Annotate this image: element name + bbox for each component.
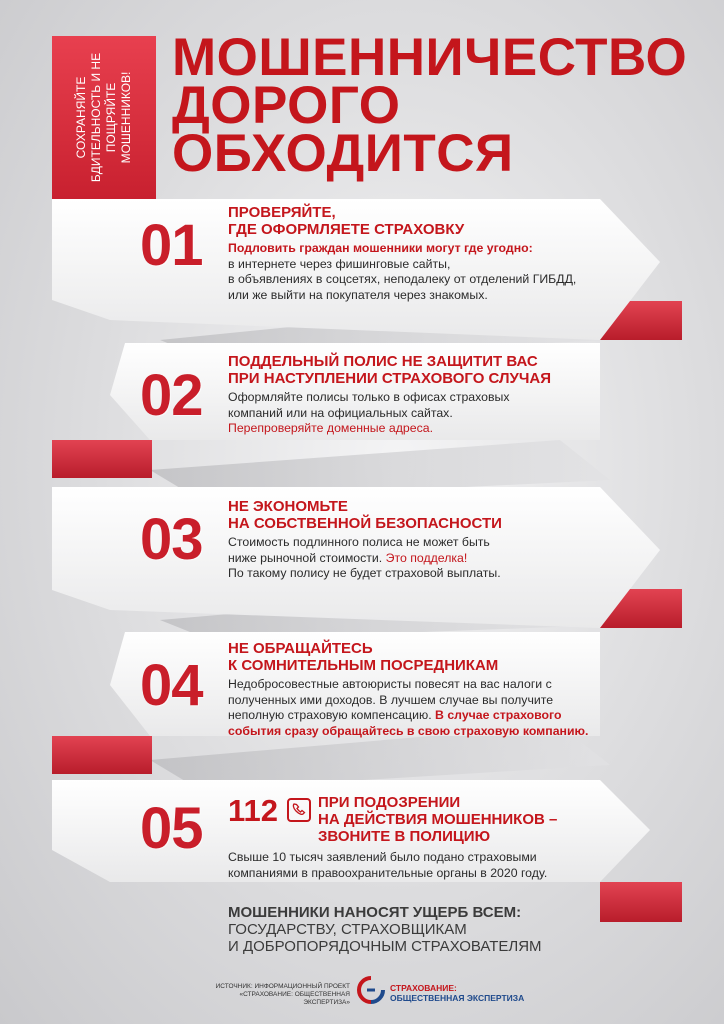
item-2 xyxy=(228,353,608,437)
closing-message: МОШЕННИКИ НАНОСЯТ УЩЕРБ ВСЕМ: ГОСУДАРСТВУ, СТРАХОВЩИКАМ И ДОБРОПОРЯДОЧНЫМ СТРАХОВАТЕЛЯМ xyxy=(228,904,542,955)
item-heading: ПРОВЕРЯЙТЕ, ГДЕ ОФОРМЛЯЕТЕ СТРАХОВКУ xyxy=(228,204,465,238)
item-heading: ПРИ ПОДОЗРЕНИИ НА ДЕЙСТВИЯ МОШЕННИКОВ – ЗВОНИТЕ В ПОЛИЦИЮ xyxy=(318,794,558,845)
ribbon-tab-4 xyxy=(52,736,152,774)
side-tag-text: СОХРАНЯЙТЕ БДИТЕЛЬНОСТЬ И НЕ ПОЩРЯЙТЕ МОШЕННИКОВ! xyxy=(74,52,133,183)
item-3 xyxy=(228,498,608,582)
item-text: Оформляйте полисы только в офисах страховых компаний или на официальных сайтах. Перепроверяйте доменные адреса. xyxy=(228,390,510,435)
item-number: 03 xyxy=(140,507,203,572)
item-number: 04 xyxy=(140,653,203,718)
item-text: Свыше 10 тысяч заявлений было подано страховыми компаниями в правоохранительные органы в 2020 году. xyxy=(228,850,548,880)
project-logo-text: СТРАХОВАНИЕ: ОБЩЕСТВЕННАЯ ЭКСПЕРТИЗА xyxy=(390,983,525,1003)
item-text: Недобросовестные автоюристы повесят на вас налоги с полученных ими доходов. В лучшем случае вы получите неполную страховую компенсацию. В случае страхового события сразу обращайтесь в свою страховую компанию. xyxy=(228,677,589,738)
item-text: Стоимость подлинного полиса не может быть ниже рыночной стоимости. Это подделка! По такому полису не будет страховой выплаты. xyxy=(228,535,501,580)
phone-icon xyxy=(287,798,311,822)
item-number: 05 xyxy=(140,796,203,861)
source-note: ИСТОЧНИК: ИНФОРМАЦИОННЫЙ ПРОЕКТ «СТРАХОВАНИЕ: ОБЩЕСТВЕННАЯ ЭКСПЕРТИЗА» xyxy=(215,983,350,1006)
page-title: МОШЕННИЧЕСТВО ДОРОГО ОБХОДИТСЯ xyxy=(172,28,688,183)
item-heading: НЕ ОБРАЩАЙТЕСЬ К СОМНИТЕЛЬНЫМ ПОСРЕДНИКАМ xyxy=(228,640,499,674)
item-number: 02 xyxy=(140,363,203,428)
side-tag xyxy=(52,36,156,199)
project-logo-icon xyxy=(357,976,385,1004)
item-heading: НЕ ЭКОНОМЬТЕ НА СОБСТВЕННОЙ БЕЗОПАСНОСТИ xyxy=(228,498,502,532)
ribbon-tab-2 xyxy=(52,440,152,478)
ribbon-tab-5 xyxy=(600,882,682,922)
item-heading: ПОДДЕЛЬНЫЙ ПОЛИС НЕ ЗАЩИТИТ ВАС ПРИ НАСТУПЛЕНИИ СТРАХОВОГО СЛУЧАЯ xyxy=(228,353,552,387)
emergency-number: 112 xyxy=(228,793,279,828)
item-number: 01 xyxy=(140,213,203,278)
item-text: Подловить граждан мошенники могут где угодно: в интернете через фишинговые сайты, в объявлениях в соцсетях, неподалеку от отделений ГИБДД, или же выйти на покупателя через знакомых. xyxy=(228,241,577,302)
item-4 xyxy=(228,640,608,739)
item-1 xyxy=(228,204,608,303)
